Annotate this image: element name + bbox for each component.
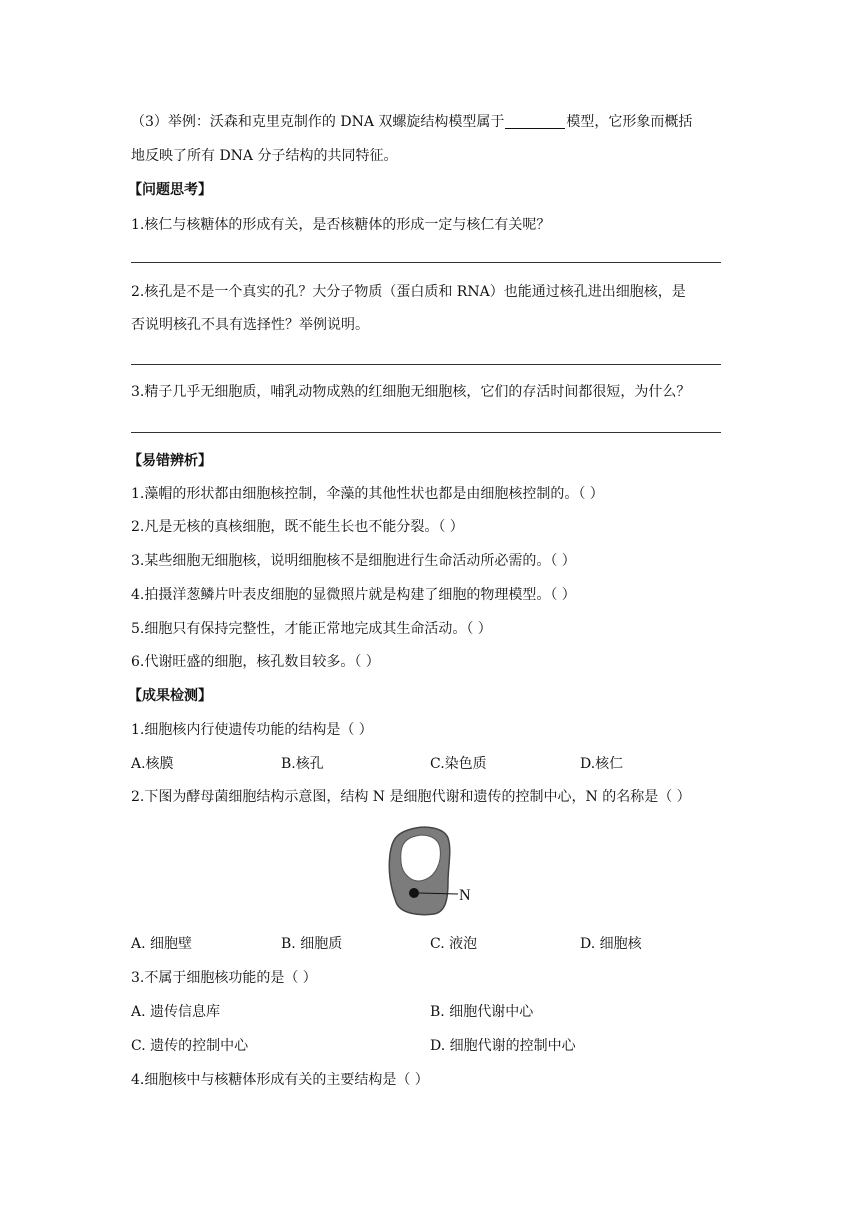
test-q3-option-b[interactable]: B. 细胞代谢中心 (430, 1004, 534, 1020)
test-q3-option-c[interactable]: C. 遗传的控制中心 (131, 1038, 249, 1054)
fill-in-blank[interactable] (505, 114, 565, 129)
error-item-5: 5.细胞只有保持完整性，才能正常地完成其生命活动。（ ） (131, 621, 492, 637)
test-q2-stem: 2.下图为酵母菌细胞结构示意图，结构 N 是细胞代谢和遗传的控制中心，N 的名称是（ ） (131, 789, 691, 805)
heading-test: 【成果检测】 (128, 688, 212, 704)
question-3: 3.精子几乎无细胞质，哺乳动物成熟的红细胞无细胞核，它们的存活时间都很短，为什么？ (131, 384, 691, 400)
answer-line-2[interactable] (131, 364, 721, 365)
example-paragraph-line2: 地反映了所有 DNA 分子结构的共同特征。 (131, 148, 398, 164)
error-item-3: 3.某些细胞无细胞核，说明细胞核不是细胞进行生命活动所必需的。（ ） (131, 553, 576, 569)
question-1: 1.核仁与核糖体的形成有关，是否核糖体的形成一定与核仁有关呢？ (131, 217, 551, 233)
test-q3-option-d[interactable]: D. 细胞代谢的控制中心 (430, 1038, 576, 1054)
test-q2-option-d[interactable]: D. 细胞核 (580, 936, 642, 952)
question-2-line1: 2.核孔是不是一个真实的孔？大分子物质（蛋白质和 RNA）也能通过核孔进出细胞核，是 (131, 284, 686, 300)
test-q2-option-c[interactable]: C. 液泡 (430, 936, 478, 952)
error-item-1: 1.藻帽的形状都由细胞核控制，伞藻的其他性状也都是由细胞核控制的。（ ） (131, 486, 604, 502)
error-item-4: 4.拍摄洋葱鳞片叶表皮细胞的显微照片就是构建了细胞的物理模型。（ ） (131, 587, 576, 603)
yeast-cell-diagram (388, 826, 482, 918)
test-q1-option-b[interactable]: B.核孔 (281, 756, 324, 772)
test-q3-option-a[interactable]: A. 遗传信息库 (131, 1004, 221, 1020)
answer-line-1[interactable] (131, 262, 721, 263)
label-n: N (459, 887, 471, 904)
test-q3-stem: 3.不属于细胞核功能的是（ ） (131, 970, 317, 986)
example-paragraph-line1 (131, 112, 692, 132)
heading-questions: 【问题思考】 (128, 182, 212, 198)
test-q1-option-d[interactable]: D.核仁 (580, 756, 624, 772)
test-q1-option-c[interactable]: C.染色质 (430, 756, 487, 772)
example-text-part1: （3）举例：沃森和克里克制作的 DNA 双螺旋结构模型属于 (131, 114, 505, 130)
test-q1-option-a[interactable]: A.核膜 (131, 756, 174, 772)
heading-errors: 【易错辨析】 (128, 453, 212, 469)
test-q1-stem: 1.细胞核内行使遗传功能的结构是（ ） (131, 722, 373, 738)
example-text-part2: 模型，它形象而概括 (566, 114, 693, 130)
nucleus-dot (409, 888, 419, 898)
answer-line-3[interactable] (131, 432, 721, 433)
error-item-6: 6.代谢旺盛的细胞，核孔数目较多。（ ） (131, 654, 380, 670)
test-q2-option-a[interactable]: A. 细胞壁 (131, 936, 193, 952)
test-q2-option-b[interactable]: B. 细胞质 (281, 936, 343, 952)
test-q4-stem: 4.细胞核中与核糖体形成有关的主要结构是（ ） (131, 1072, 429, 1088)
error-item-2: 2.凡是无核的真核细胞，既不能生长也不能分裂。（ ） (131, 519, 464, 535)
question-2-line2: 否说明核孔不具有选择性？举例说明。 (131, 317, 369, 333)
